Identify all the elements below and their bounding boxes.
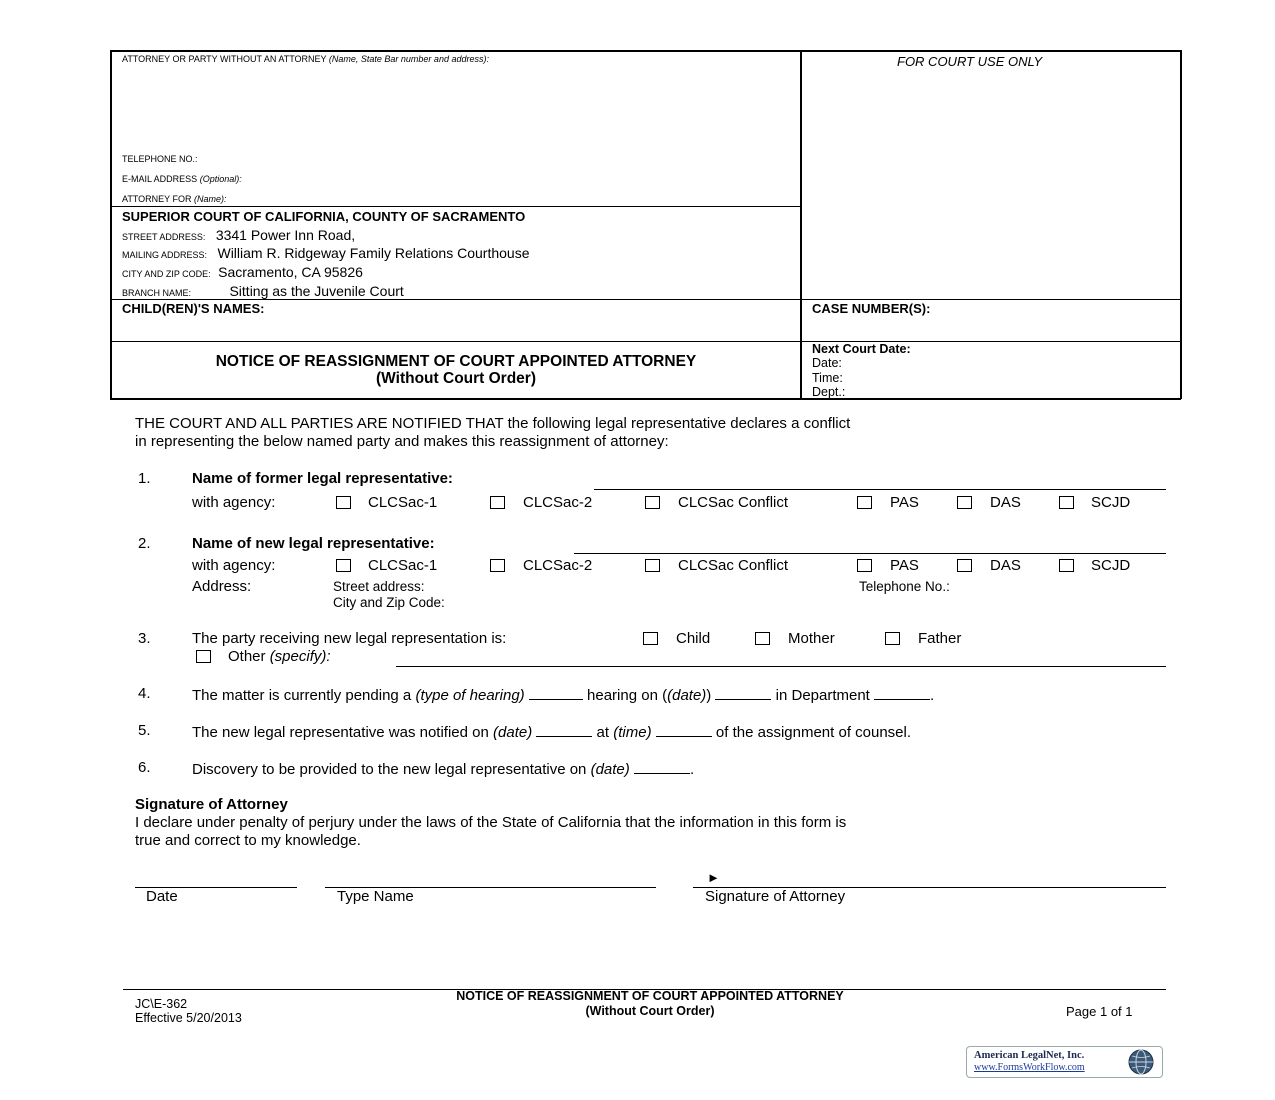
party-other-label: Other (specify): — [228, 648, 331, 665]
court-use-label: FOR COURT USE ONLY — [897, 54, 1043, 69]
item-2-with-agency: with agency: — [192, 557, 276, 574]
type-name-caption: Type Name — [337, 888, 414, 905]
party-father-label: Father — [918, 630, 962, 647]
footer-title: NOTICE OF REASSIGNMENT OF COURT APPOINTED ATTORNEY — [456, 989, 844, 1003]
former-agency-pas-checkbox[interactable] — [857, 496, 872, 509]
branch-row: BRANCH NAME: Sitting as the Juvenile Court — [122, 283, 404, 299]
new-agency-scjd-label: SCJD — [1091, 557, 1131, 574]
new-agency-conflict-checkbox[interactable] — [645, 559, 660, 572]
new-agency-conflict-label: CLCSac Conflict — [678, 557, 789, 574]
former-agency-pas-label: PAS — [890, 494, 919, 511]
email-label: E-MAIL ADDRESS (Optional): — [122, 174, 242, 184]
former-agency-clcsac2-checkbox[interactable] — [490, 496, 505, 509]
department-field[interactable] — [874, 685, 930, 700]
date-label: Date: — [812, 356, 842, 370]
party-mother-label: Mother — [788, 630, 835, 647]
new-agency-das-checkbox[interactable] — [957, 559, 972, 572]
city-zip-row: CITY AND ZIP CODE: Sacramento, CA 95826 — [122, 264, 363, 280]
attorney-for-label: ATTORNEY FOR (Name): — [122, 194, 227, 204]
footer-subtitle: (Without Court Order) — [585, 1004, 715, 1018]
item-2-number: 2. — [138, 535, 151, 552]
new-agency-scjd-checkbox[interactable] — [1059, 559, 1074, 572]
item-3-number: 3. — [138, 630, 151, 647]
attorney-label: ATTORNEY OR PARTY WITHOUT AN ATTORNEY (Name, State Bar number and address): — [122, 54, 489, 64]
discovery-date-field[interactable] — [634, 759, 690, 774]
badge-name: American LegalNet, Inc. — [974, 1050, 1085, 1061]
new-agency-das-label: DAS — [990, 557, 1021, 574]
legalnet-badge[interactable] — [966, 1046, 1163, 1078]
item-5-number: 5. — [138, 722, 151, 739]
new-agency-clcsac1-checkbox[interactable] — [336, 559, 351, 572]
former-agency-clcsac1-label: CLCSac-1 — [368, 494, 438, 511]
former-agency-das-checkbox[interactable] — [957, 496, 972, 509]
other-specify-field[interactable] — [396, 666, 1166, 667]
former-agency-das-label: DAS — [990, 494, 1021, 511]
street-address-label: Street address: — [333, 579, 425, 594]
court-name: SUPERIOR COURT OF CALIFORNIA, COUNTY OF SACRAMENTO — [122, 209, 526, 224]
item-5-text: The new legal representative was notified on (date) at (time) of the assignment of counsel. — [192, 724, 912, 741]
case-number-label: CASE NUMBER(S): — [812, 301, 931, 316]
item-1-with-agency: with agency: — [192, 494, 276, 511]
city-zip-label: City and Zip Code: — [333, 595, 445, 610]
children-names-label: CHILD(REN)'S NAMES: — [122, 301, 265, 316]
telephone-label: TELEPHONE NO.: — [122, 154, 198, 164]
time-label: Time: — [812, 371, 843, 385]
former-representative-field[interactable] — [594, 489, 1166, 490]
item-6-number: 6. — [138, 759, 151, 776]
hearing-date-field[interactable] — [715, 685, 771, 700]
dept-label: Dept.: — [812, 385, 846, 399]
party-child-checkbox[interactable] — [643, 632, 658, 645]
former-agency-scjd-label: SCJD — [1091, 494, 1131, 511]
former-agency-conflict-checkbox[interactable] — [645, 496, 660, 509]
item-2-label: Name of new legal representative: — [192, 535, 435, 552]
telephone-no-label: Telephone No.: — [859, 579, 950, 594]
new-agency-clcsac1-label: CLCSac-1 — [368, 557, 438, 574]
item-3-text: The party receiving new legal representation is: — [192, 630, 507, 647]
new-agency-clcsac2-checkbox[interactable] — [490, 559, 505, 572]
form-title: NOTICE OF REASSIGNMENT OF COURT APPOINTED ATTORNEY — [215, 353, 697, 370]
signature-heading: Signature of Attorney — [135, 796, 288, 813]
item-6-text: Discovery to be provided to the new legal representative on (date) . — [192, 761, 695, 778]
former-agency-scjd-checkbox[interactable] — [1059, 496, 1074, 509]
new-agency-pas-checkbox[interactable] — [857, 559, 872, 572]
globe-icon — [1123, 1048, 1159, 1076]
item-4-text: The matter is currently pending a (type of hearing) hearing on ((date)) in Department . — [192, 687, 935, 704]
former-agency-clcsac2-label: CLCSac-2 — [523, 494, 593, 511]
signature-arrow-icon: ► — [707, 870, 720, 885]
intro-line-1: THE COURT AND ALL PARTIES ARE NOTIFIED THAT the following legal representative declares a conflict — [135, 415, 851, 432]
notified-time-field[interactable] — [656, 722, 712, 737]
new-agency-clcsac2-label: CLCSac-2 — [523, 557, 593, 574]
item-1-number: 1. — [138, 470, 151, 487]
next-court-date-label: Next Court Date: — [812, 342, 911, 356]
date-caption: Date — [146, 888, 178, 905]
declaration-line-1: I declare under penalty of perjury under the laws of the State of California that the information in this form is — [135, 814, 847, 831]
item-4-number: 4. — [138, 685, 151, 702]
party-child-label: Child — [676, 630, 711, 647]
form-code: JC\E-362 — [135, 997, 188, 1011]
street-address-row: STREET ADDRESS: 3341 Power Inn Road, — [122, 227, 356, 243]
effective-date: Effective 5/20/2013 — [135, 1011, 242, 1025]
notified-date-field[interactable] — [536, 722, 592, 737]
badge-url: www.FormsWorkFlow.com — [974, 1062, 1085, 1073]
form-subtitle: (Without Court Order) — [376, 370, 536, 387]
party-father-checkbox[interactable] — [885, 632, 900, 645]
new-agency-pas-label: PAS — [890, 557, 919, 574]
party-mother-checkbox[interactable] — [755, 632, 770, 645]
mailing-address-row: MAILING ADDRESS: William R. Ridgeway Family Relations Courthouse — [122, 245, 530, 261]
former-agency-conflict-label: CLCSac Conflict — [678, 494, 789, 511]
item-1-label: Name of former legal representative: — [192, 470, 453, 487]
intro-line-2: in representing the below named party and makes this reassignment of attorney: — [135, 433, 669, 450]
address-label: Address: — [192, 578, 252, 595]
party-other-checkbox[interactable] — [196, 650, 211, 663]
declaration-line-2: true and correct to my knowledge. — [135, 832, 361, 849]
new-representative-field[interactable] — [574, 553, 1166, 554]
hearing-type-field[interactable] — [529, 685, 583, 700]
page-number: Page 1 of 1 — [1066, 1004, 1133, 1019]
former-agency-clcsac1-checkbox[interactable] — [336, 496, 351, 509]
signature-caption: Signature of Attorney — [705, 888, 846, 905]
